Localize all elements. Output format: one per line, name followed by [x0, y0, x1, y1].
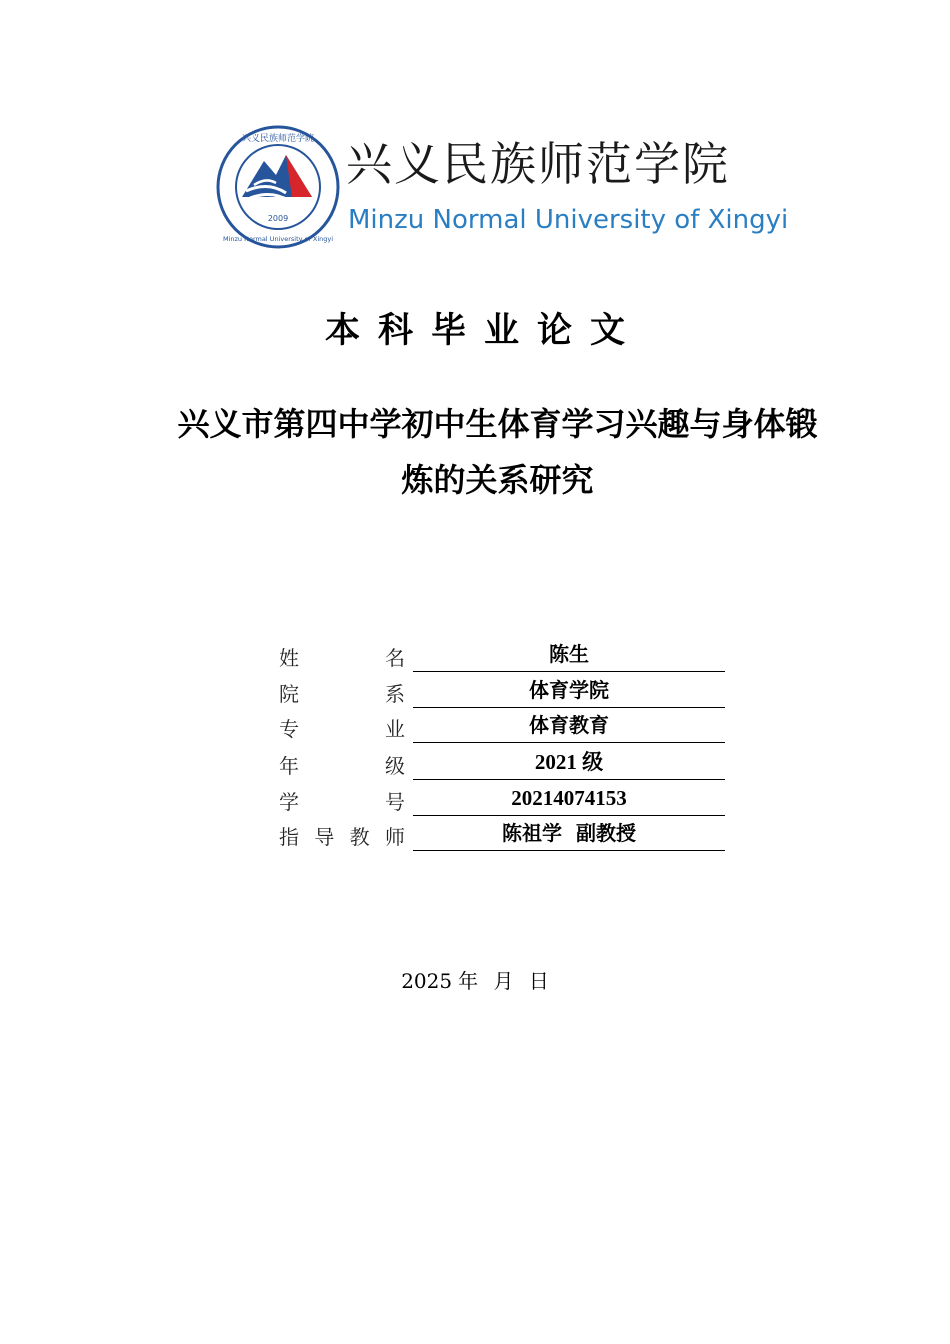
seal-ring-cn: 兴义民族师范学院: [241, 134, 315, 144]
date-month-unit: 月: [493, 969, 514, 993]
info-row-grade: [279, 743, 725, 780]
info-label: 指 导 教 师: [279, 825, 405, 850]
info-label: 专 业: [279, 717, 405, 742]
university-seal-icon: [216, 125, 340, 249]
date-year: 2025: [401, 969, 453, 993]
university-name-en: Minzu Normal University of Xingyi: [348, 205, 789, 235]
thesis-title-line-2: 炼的关系研究: [401, 461, 594, 499]
student-name-value: 陈生: [413, 636, 725, 672]
info-row-name: [279, 636, 725, 672]
thesis-title: [130, 396, 865, 508]
date-year-unit: 年: [458, 969, 479, 993]
seal-ring-en: Minzu Normal University of Xingyi: [222, 235, 334, 243]
info-label: 学 号: [279, 789, 405, 814]
info-label: 年 级: [279, 753, 405, 778]
info-label: 院 系: [279, 681, 405, 706]
student-info-table: [279, 636, 725, 851]
submission-date: [0, 965, 950, 994]
university-name-cn: 兴义民族师范学院: [346, 137, 730, 191]
date-day-unit: 日: [528, 969, 549, 993]
grade-value: 2021 级: [413, 743, 725, 780]
student-id-value: 20214074153: [413, 780, 725, 816]
document-type-heading: 本科毕业论文: [324, 311, 643, 351]
university-logo: [216, 125, 796, 250]
info-row-department: [279, 672, 725, 708]
major-value: 体育教育: [413, 707, 725, 743]
advisor-value: 陈祖学 副教授: [413, 815, 725, 851]
info-label: 姓 名: [279, 646, 405, 670]
seal-year: 2009: [267, 214, 289, 223]
info-row-advisor: [279, 815, 725, 851]
department-value: 体育学院: [413, 672, 725, 708]
info-row-student-id: [279, 780, 725, 816]
thesis-title-line-1: 兴义市第四中学初中生体育学习兴趣与身体锻: [177, 405, 818, 443]
info-row-major: [279, 707, 725, 743]
